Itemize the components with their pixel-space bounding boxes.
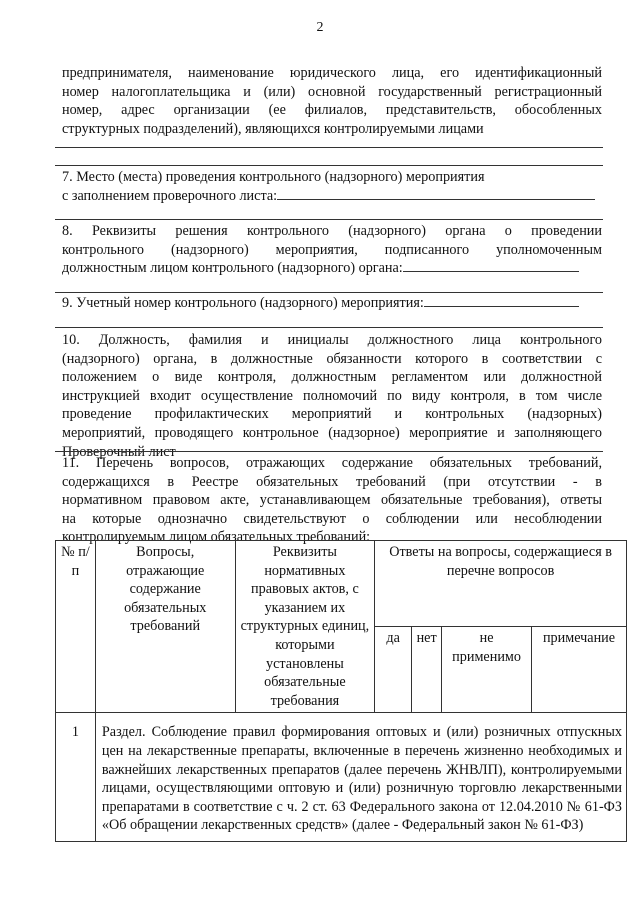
divider [55,327,603,328]
item10-line: проведение профилактических мероприятий и контрольных (надзорных) [62,406,602,423]
item9-section [62,294,602,313]
item7-section [62,168,602,205]
item8-line3 [62,259,602,278]
item10-line: (надзорного) органа, в должностные обязанности которого в соответствии с [62,350,602,367]
divider [55,147,603,148]
page-number: 2 [316,20,324,35]
col-header-questions: Вопросы, отражающие содержание обязательных требований [95,541,235,713]
item11-line: 11. Перечень вопросов, отражающих содержание обязательных требований, [62,455,602,471]
item7-line1: 7. Место (места) проведения контрольного (надзорного) мероприятия [62,169,485,185]
col-header-yes: да [375,627,412,713]
item10-line: мероприятий, проводящего контрольное (надзорное) мероприятие и заполняющего [62,424,602,441]
divider [55,451,603,452]
col-header-requisites: Реквизиты нормативных правовых актов, с указанием их структурных единиц, которыми установлены обязательные требования [235,541,375,713]
item8-section [62,222,602,278]
item10-line: Проверочный лист [62,443,176,460]
col-header-no: нет [412,627,442,713]
section-heading: Раздел. Соблюдение правил формирования оптовых и (или) розничных отпускных цен на лекарственные препараты, включенные в перечень жизненно необходимых и важнейших лекарственных препаратов (далее перечень ЖНВЛП), контролируемыми лицами, осуществляющими оптовую и (или) розничную торговлю лекарственными препаратами в соответствие с ч. 2 ст. 63 Федерального закона от 12.04.2010 № 61-ФЗ «Об обращении лекарственных средств» (далее - Федеральный закон № 61-ФЗ) [95,713,626,842]
item9-line1 [62,294,602,313]
item8-line2: контрольного (надзорного) мероприятия, подписанного уполномоченным [62,241,602,258]
item8-line1: 8. Реквизиты решения контрольного (надзорного) органа о проведении [62,223,602,239]
row-number: 1 [56,713,96,842]
item7-line2 [62,187,602,206]
item11-line: содержащихся в Реестре обязательных требований (при отсутствии - в [62,473,602,490]
col-header-note: примечание [532,627,627,713]
item10-line: 10. Должность, фамилия и инициалы должностного лица контрольного [62,332,602,348]
item11-line: контролируемым лицом обязательных требований: [62,529,371,546]
questions-table [55,540,627,842]
table-row [56,713,627,842]
intro-line: структурных подразделений), являющихся контролируемыми лицами [62,120,484,137]
item9-label: 9. Учетный номер контрольного (надзорного) мероприятия: [62,295,424,311]
intro-line: номер, адрес организации (ее филиалов, представительств, обособленных [62,102,602,119]
item11-section [62,454,602,547]
place-fill-line[interactable] [277,187,595,200]
col-header-not-applicable: не применимо [442,627,532,713]
intro-line: предпринимателя, наименование юридического лица, его идентификационный [62,65,602,81]
divider [55,292,603,293]
col-header-answers: Ответы на вопросы, содержащиеся в перечне вопросов [375,541,627,627]
item10-section [62,331,602,461]
divider [55,219,603,220]
registration-number-fill-line[interactable] [424,294,579,307]
intro-paragraph [62,64,602,138]
item10-line: положением о виде контроля, должностным регламентом или должностной [62,369,602,386]
col-header-num: № п/п [56,541,96,713]
item11-line: нормативном правовом акте, устанавливающем обязательные требования), ответы [62,492,602,509]
divider [55,165,603,166]
decision-fill-line[interactable] [403,259,579,272]
item8-label: должностным лицом контрольного (надзорного) органа: [62,260,403,277]
item7-label: с заполнением проверочного листа: [62,187,278,204]
table-header-row [56,541,627,627]
item11-line: на которые однозначно свидетельствуют о соблюдении или несоблюдении [62,510,602,527]
item10-line: инструкцией входит осуществление полномочий по виду контроля, в том числе [62,387,602,404]
intro-line: номер налогоплательщика и (или) основной государственный регистрационный [62,83,602,100]
